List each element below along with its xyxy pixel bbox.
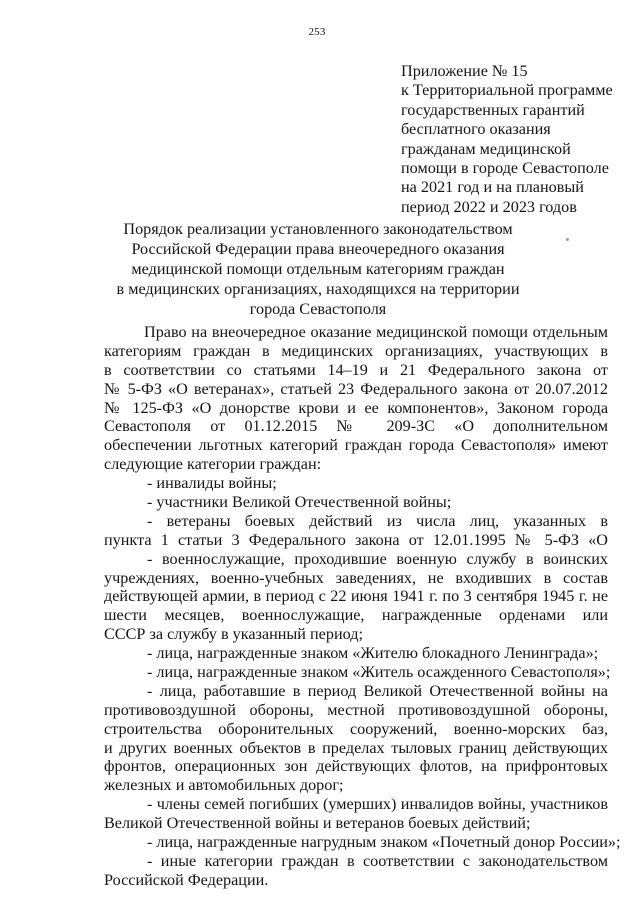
- list-item: - ветераны боевых действий из числа лиц, указанных в: [147, 511, 608, 530]
- list-item: - иные категории граждан в соответствии с законодательством: [147, 851, 608, 870]
- title-line: Российской Федерации права внеочередного оказания: [131, 240, 505, 258]
- list-item: - инвалиды войны;: [147, 474, 277, 493]
- appendix-line: помощи в городе Севастополе: [401, 159, 609, 178]
- appendix-header: [401, 62, 626, 217]
- body-line: Великой Отечественной войны и ветеранов боевых действий;: [104, 814, 531, 833]
- title-line: Порядок реализации установленного законодательством: [123, 220, 513, 238]
- scan-speck: [566, 238, 569, 241]
- body-line: СССР за службу в указанный период;: [104, 625, 363, 644]
- document-title: [100, 219, 536, 319]
- list-item: - военнослужащие, проходившие военную службу в воинских: [147, 549, 608, 568]
- body-line: и других военных объектов в пределах тыловых границ действующих: [104, 738, 608, 757]
- appendix-line: к Территориальной программе: [401, 81, 613, 100]
- page-number: 253: [308, 26, 326, 38]
- document-body: [104, 323, 621, 890]
- appendix-line: гражданам медицинской: [401, 139, 571, 158]
- body-line: железных и автомобильных дорог;: [104, 776, 344, 795]
- body-line: шести месяцев, военнослужащие, награжденные орденами или: [104, 606, 608, 625]
- body-line: обеспечении льготных категорий граждан города Севастополя» имеют: [104, 436, 608, 455]
- body-line: в соответствии со статьями 14–19 и 21 Федерального закона от: [104, 360, 608, 379]
- body-line: Севастополя от 01.12.2015 № 209-ЗС «О дополнительном: [104, 417, 608, 436]
- body-line: Российской Федерации.: [104, 870, 269, 889]
- body-line: пункта 1 статьи 3 Федерального закона от 12.01.1995 № 5-ФЗ «О: [104, 530, 608, 549]
- appendix-line: бесплатного оказания: [401, 120, 551, 139]
- list-item: - лица, награжденные нагрудным знаком «Почетный донор России»;: [147, 833, 621, 852]
- appendix-line: Приложение № 15: [401, 62, 528, 80]
- body-line: № 5-ФЗ «О ветеранах», статьей 23 Федерального закона от 20.07.2012: [104, 379, 608, 398]
- body-line: следующие категории граждан:: [104, 455, 322, 474]
- title-line: медицинской помощи отдельным категориям граждан: [131, 260, 505, 278]
- appendix-line: государственных гарантий: [401, 100, 585, 119]
- title-line: города Севастополя: [249, 300, 387, 318]
- body-line: № 125-ФЗ «О донорстве крови и ее компонентов», Законом города: [104, 398, 608, 417]
- body-line: противовоздушной обороны, местной противовоздушной обороны,: [104, 700, 608, 719]
- appendix-line: на 2021 год и на плановый: [401, 178, 584, 197]
- appendix-line: период 2022 и 2023 годов: [401, 197, 577, 216]
- list-item: - члены семей погибших (умерших) инвалидов войны, участников: [147, 795, 608, 814]
- title-line: в медицинских организациях, находящихся на территории: [116, 280, 520, 298]
- body-line: Право на внеочередное оказание медицинской помощи отдельным: [144, 323, 608, 341]
- list-item: - участники Великой Отечественной войны;: [147, 493, 452, 512]
- body-line: учреждениях, военно-учебных заведениях, не входивших в состав: [104, 568, 608, 587]
- list-item: - лица, награжденные знаком «Житель осажденного Севастополя»;: [147, 663, 611, 682]
- body-line: категориям граждан в медицинских организациях, участвующих в: [104, 341, 608, 360]
- body-line: фронтов, операционных зон действующих флотов, на прифронтовых: [104, 757, 608, 776]
- body-line: действующей армии, в период с 22 июня 1941 г. по 3 сентября 1945 г. не: [104, 587, 608, 606]
- list-item: - лица, работавшие в период Великой Отечественной войны на: [147, 681, 608, 700]
- list-item: - лица, награжденные знаком «Жителю блокадного Ленинграда»;: [147, 644, 599, 663]
- body-line: строительства оборонительных сооружений, военно-морских баз,: [104, 719, 608, 738]
